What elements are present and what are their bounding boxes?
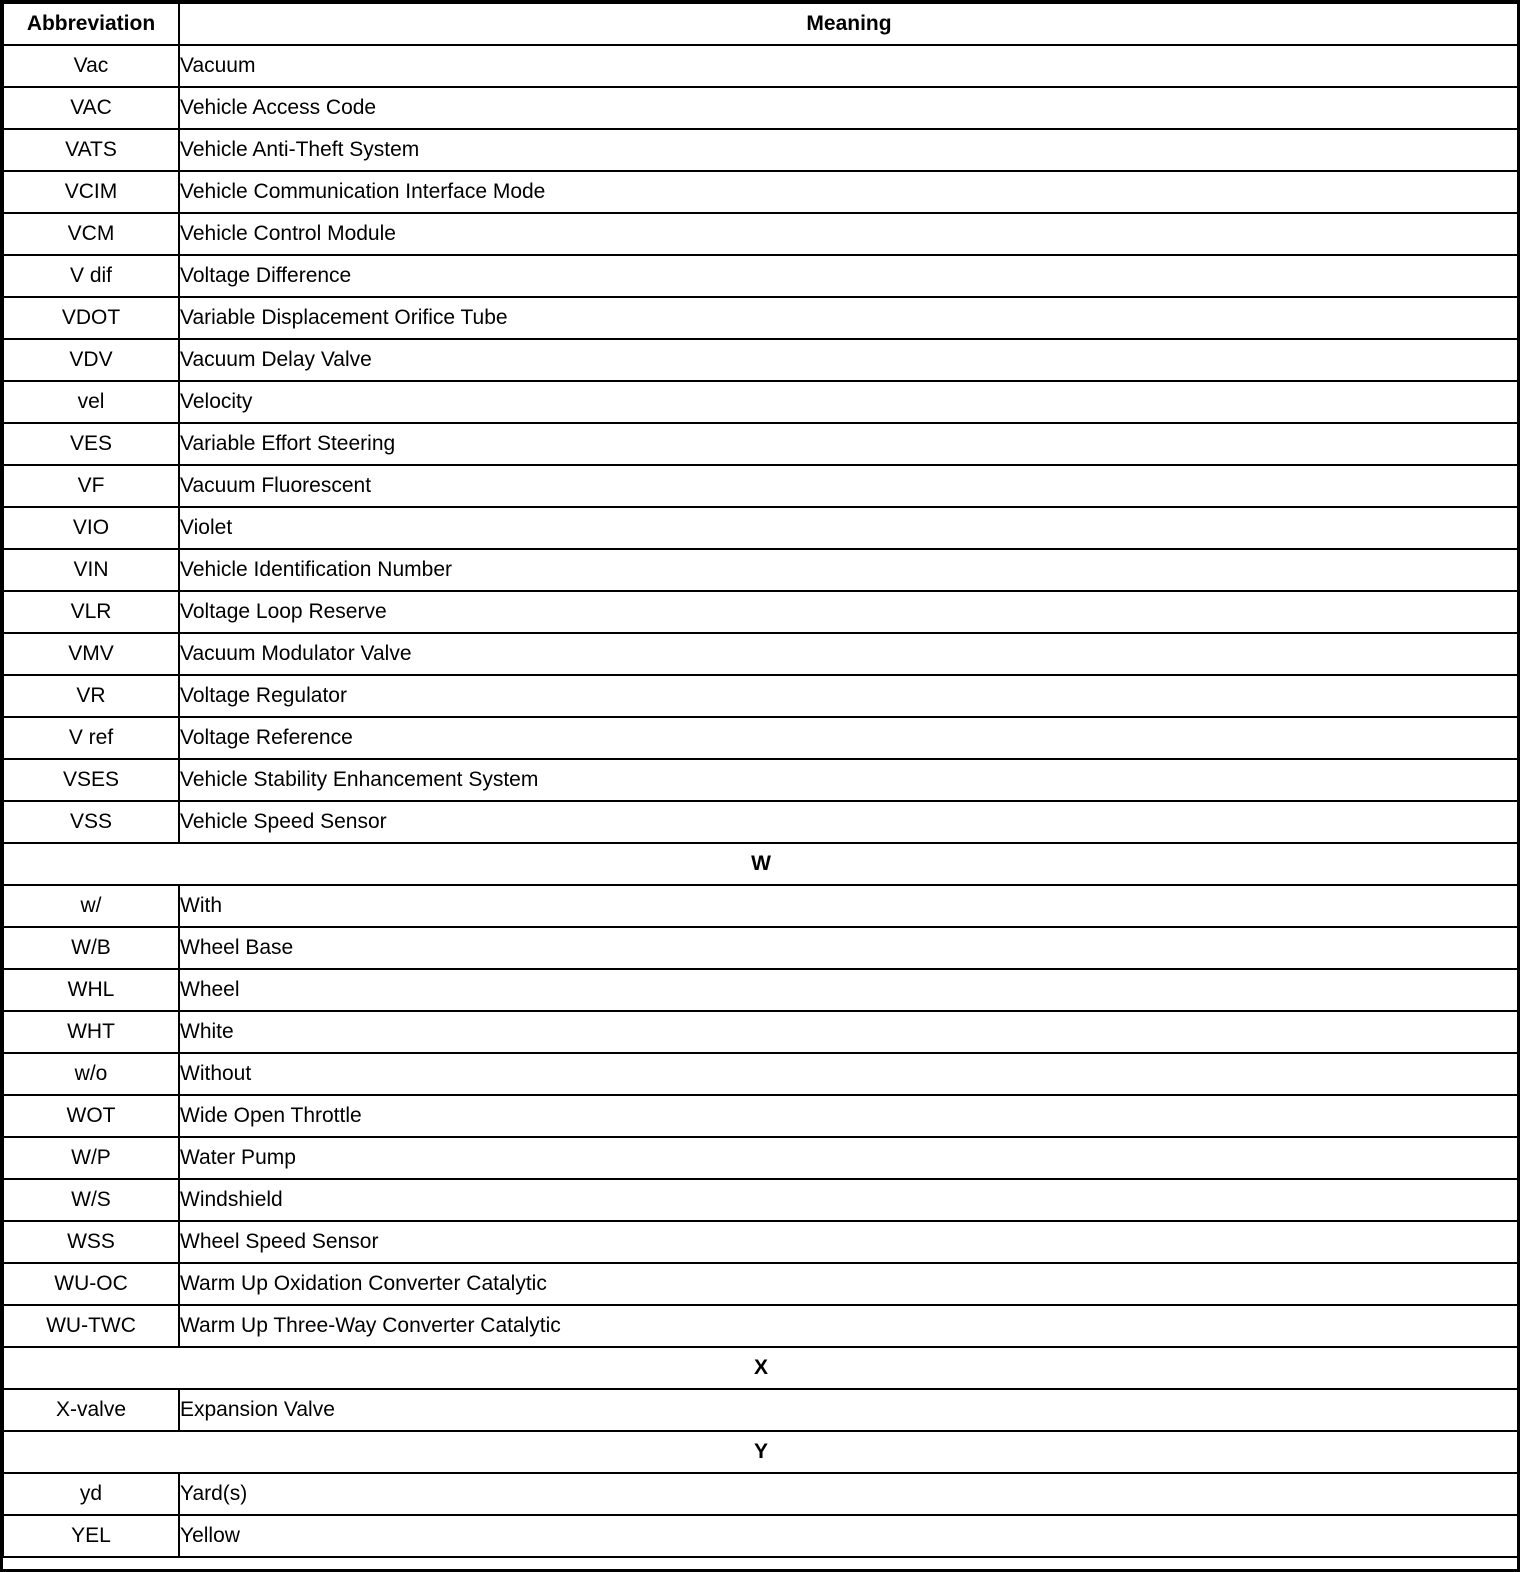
abbreviation-cell: VCIM <box>3 171 179 213</box>
meaning-cell: Vehicle Speed Sensor <box>179 801 1519 843</box>
meaning-cell: Vehicle Access Code <box>179 87 1519 129</box>
table-body <box>3 45 1519 1557</box>
abbreviation-cell: VAC <box>3 87 179 129</box>
abbreviation-cell: VIN <box>3 549 179 591</box>
abbreviation-cell: VIO <box>3 507 179 549</box>
table-row <box>3 969 1519 1011</box>
table-row <box>3 759 1519 801</box>
section-letter: W <box>3 843 1519 885</box>
abbreviation-cell: VSS <box>3 801 179 843</box>
table-row <box>3 717 1519 759</box>
meaning-cell: Warm Up Three-Way Converter Catalytic <box>179 1305 1519 1347</box>
meaning-cell: Wheel Base <box>179 927 1519 969</box>
abbreviation-cell: Vac <box>3 45 179 87</box>
abbreviation-cell: w/o <box>3 1053 179 1095</box>
table-row <box>3 1515 1519 1557</box>
abbreviation-cell: YEL <box>3 1515 179 1557</box>
table-row <box>3 927 1519 969</box>
table-row <box>3 297 1519 339</box>
meaning-cell: Velocity <box>179 381 1519 423</box>
table-row <box>3 255 1519 297</box>
table-row <box>3 339 1519 381</box>
meaning-cell: Vehicle Anti-Theft System <box>179 129 1519 171</box>
abbreviation-cell: X-valve <box>3 1389 179 1431</box>
meaning-cell: Without <box>179 1053 1519 1095</box>
meaning-cell: Voltage Regulator <box>179 675 1519 717</box>
table-row <box>3 1137 1519 1179</box>
table-row <box>3 633 1519 675</box>
meaning-cell: Vehicle Identification Number <box>179 549 1519 591</box>
table-row <box>3 381 1519 423</box>
abbreviation-cell: V dif <box>3 255 179 297</box>
abbreviation-cell: VCM <box>3 213 179 255</box>
table-row <box>3 549 1519 591</box>
meaning-cell: Variable Displacement Orifice Tube <box>179 297 1519 339</box>
meaning-cell: Wide Open Throttle <box>179 1095 1519 1137</box>
meaning-cell: Yellow <box>179 1515 1519 1557</box>
meaning-cell: Vehicle Stability Enhancement System <box>179 759 1519 801</box>
abbreviation-cell: W/P <box>3 1137 179 1179</box>
abbreviation-cell: w/ <box>3 885 179 927</box>
abbreviation-cell: W/S <box>3 1179 179 1221</box>
meaning-cell: Warm Up Oxidation Converter Catalytic <box>179 1263 1519 1305</box>
abbreviation-cell: vel <box>3 381 179 423</box>
column-header-abbreviation: Abbreviation <box>3 3 179 45</box>
abbreviation-glossary-table <box>2 2 1520 1558</box>
section-header-row <box>3 1431 1519 1473</box>
meaning-cell: Expansion Valve <box>179 1389 1519 1431</box>
abbreviation-cell: VATS <box>3 129 179 171</box>
section-letter: X <box>3 1347 1519 1389</box>
table-row <box>3 801 1519 843</box>
table-row <box>3 1473 1519 1515</box>
meaning-cell: Vacuum Fluorescent <box>179 465 1519 507</box>
table-row <box>3 1179 1519 1221</box>
meaning-cell: Yard(s) <box>179 1473 1519 1515</box>
abbreviation-cell: WHL <box>3 969 179 1011</box>
table-row <box>3 1011 1519 1053</box>
abbreviation-cell: VMV <box>3 633 179 675</box>
abbreviation-cell: WU-OC <box>3 1263 179 1305</box>
meaning-cell: White <box>179 1011 1519 1053</box>
meaning-cell: Vehicle Control Module <box>179 213 1519 255</box>
table-row <box>3 591 1519 633</box>
abbreviation-cell: W/B <box>3 927 179 969</box>
table-row <box>3 675 1519 717</box>
table-row <box>3 171 1519 213</box>
table-row <box>3 1095 1519 1137</box>
meaning-cell: Voltage Difference <box>179 255 1519 297</box>
section-header-row <box>3 843 1519 885</box>
abbreviation-cell: WU-TWC <box>3 1305 179 1347</box>
table-row <box>3 885 1519 927</box>
table-row <box>3 465 1519 507</box>
meaning-cell: Vacuum Modulator Valve <box>179 633 1519 675</box>
meaning-cell: Windshield <box>179 1179 1519 1221</box>
abbreviation-cell: V ref <box>3 717 179 759</box>
abbreviation-cell: VDOT <box>3 297 179 339</box>
abbreviation-cell: VDV <box>3 339 179 381</box>
meaning-cell: Vehicle Communication Interface Mode <box>179 171 1519 213</box>
abbreviation-cell: VES <box>3 423 179 465</box>
abbreviation-cell: VR <box>3 675 179 717</box>
column-header-meaning: Meaning <box>179 3 1519 45</box>
table-row <box>3 1221 1519 1263</box>
meaning-cell: Variable Effort Steering <box>179 423 1519 465</box>
table-header-row <box>3 3 1519 45</box>
meaning-cell: Violet <box>179 507 1519 549</box>
table-row <box>3 87 1519 129</box>
meaning-cell: Water Pump <box>179 1137 1519 1179</box>
abbreviation-cell: WSS <box>3 1221 179 1263</box>
table-row <box>3 1263 1519 1305</box>
abbreviation-cell: VSES <box>3 759 179 801</box>
meaning-cell: Voltage Reference <box>179 717 1519 759</box>
meaning-cell: Vacuum <box>179 45 1519 87</box>
table-row <box>3 1389 1519 1431</box>
abbreviation-cell: VLR <box>3 591 179 633</box>
abbreviation-cell: WOT <box>3 1095 179 1137</box>
meaning-cell: Wheel Speed Sensor <box>179 1221 1519 1263</box>
section-header-row <box>3 1347 1519 1389</box>
abbreviation-cell: yd <box>3 1473 179 1515</box>
table-row <box>3 423 1519 465</box>
table-row <box>3 1053 1519 1095</box>
abbreviation-cell: WHT <box>3 1011 179 1053</box>
table-row <box>3 45 1519 87</box>
table-row <box>3 507 1519 549</box>
meaning-cell: Voltage Loop Reserve <box>179 591 1519 633</box>
table-row <box>3 129 1519 171</box>
table-row <box>3 213 1519 255</box>
meaning-cell: Wheel <box>179 969 1519 1011</box>
section-letter: Y <box>3 1431 1519 1473</box>
abbreviation-cell: VF <box>3 465 179 507</box>
table-row <box>3 1305 1519 1347</box>
meaning-cell: With <box>179 885 1519 927</box>
meaning-cell: Vacuum Delay Valve <box>179 339 1519 381</box>
table-header <box>3 3 1519 45</box>
